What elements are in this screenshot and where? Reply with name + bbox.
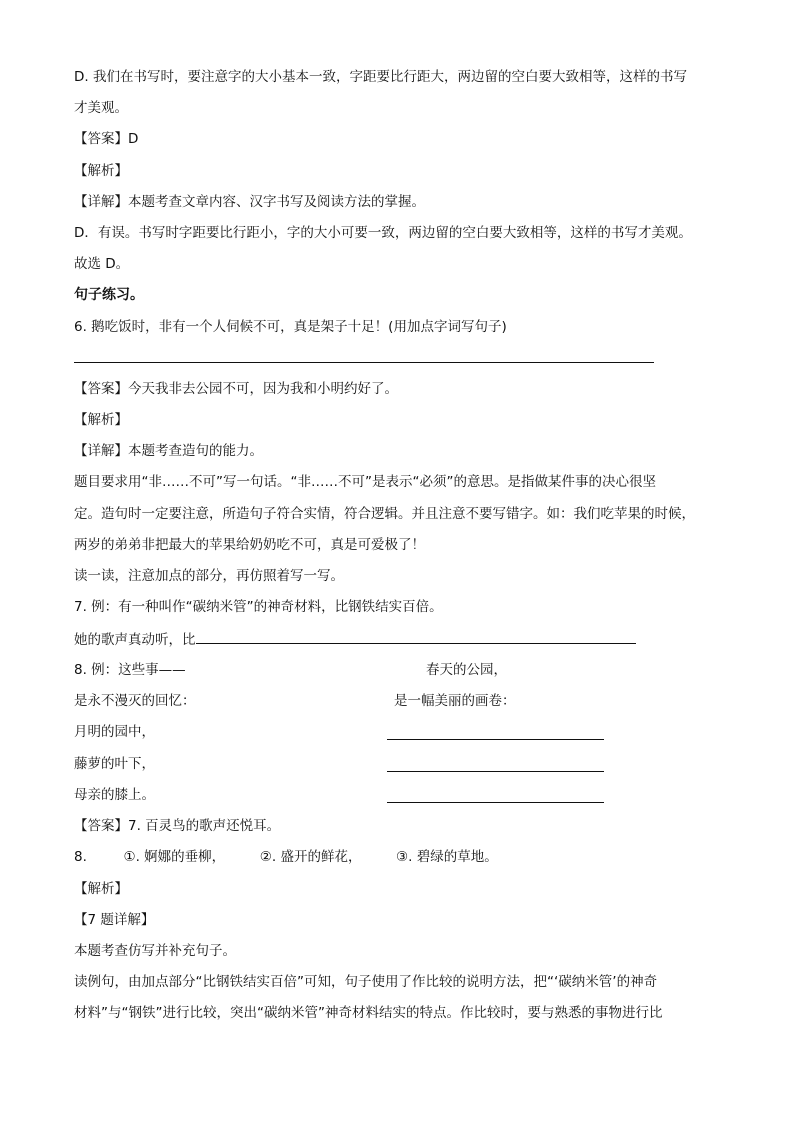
question-8-line: 母亲的膝上。: [74, 787, 155, 803]
detail-text: 读例句，由加点部分“比钢铁结实百倍”可知，句子使用了作比较的说明方法，把“‘碳纳米管’的神奇: [74, 974, 658, 990]
conclusion-text: 故选 D。: [74, 256, 130, 272]
option-d-text-cont: 才美观。: [74, 100, 128, 116]
question-8-line: 月明的园中，: [74, 724, 155, 740]
question-8-right: 是一幅美丽的画卷：: [394, 693, 516, 709]
question-8-line: 藤萝的叶下，: [74, 756, 155, 772]
answer-label: 【答案】D: [74, 131, 139, 147]
answer-item: ②. 盛开的鲜花，: [259, 849, 362, 865]
answer-label: 【答案】今天我非去公园不可，因为我和小明约好了。: [74, 381, 398, 397]
answer-label: 【答案】7. 百灵鸟的歌声还悦耳。: [74, 818, 281, 834]
answer-blank-line: [387, 771, 604, 772]
prompt-text: 她的歌声真动听，比: [74, 632, 196, 648]
instruction-text: 读一读，注意加点的部分，再仿照着写一写。: [74, 568, 344, 584]
detail-text: 材料”与“钢铁”进行比较，突出“碳纳米管”神奇材料结实的特点。作比较时，要与熟悉的事物进行比: [74, 1005, 663, 1021]
detail-text: 【详解】本题考查造句的能力。: [74, 443, 263, 459]
detail-text: 定。造句时一定要注意，所造句子符合实情，符合逻辑。并且注意不要写错字。如：我们吃苹果的时候，: [74, 506, 695, 522]
answer-item: ③. 碧绿的草地。: [396, 849, 498, 865]
question-7: 7. 例：有一种叫作“碳纳米管”的神奇材料，比钢铁结实百倍。: [74, 599, 443, 615]
sub-heading: 【7 题详解】: [74, 912, 155, 928]
answer-blank-line: [196, 630, 636, 644]
detail-text: 本题考查仿写并补充句子。: [74, 943, 236, 959]
detail-text: D．有误。书写时字距要比行距小，字的大小可要一致，两边留的空白要大致相等，这样的书写才美观。: [74, 225, 692, 241]
detail-text: 题目要求用“非……不可”写一句话。“非……不可”是表示“必须”的意思。是指做某件事的决心很坚: [74, 474, 656, 490]
answer-blank-line: [74, 362, 654, 363]
analysis-label: 【解析】: [74, 412, 128, 428]
question-7-prompt: [74, 630, 636, 649]
answer-blank-line: [387, 739, 604, 740]
answer-item: ①. 婀娜的垂柳，: [123, 849, 226, 865]
section-heading: 句子练习。: [74, 287, 144, 303]
answer-number: 8.: [74, 849, 87, 865]
option-d-text: D. 我们在书写时，要注意字的大小基本一致，字距要比行距大，两边留的空白要大致相等，这样的书写: [74, 69, 687, 85]
analysis-label: 【解析】: [74, 163, 128, 179]
detail-text: 【详解】本题考查文章内容、汉字书写及阅读方法的掌握。: [74, 194, 425, 210]
question-6: 6. 鹅吃饭时，非有一个人伺候不可，真是架子十足！(用加点字词写句子): [74, 319, 507, 335]
answer-blank-line: [387, 802, 604, 803]
analysis-label: 【解析】: [74, 881, 128, 897]
question-8-right: 春天的公园，: [426, 662, 507, 678]
question-8: 8. 例：这些事——: [74, 662, 186, 678]
question-8-line: 是永不漫灭的回忆：: [74, 693, 196, 709]
detail-text: 两岁的弟弟非把最大的苹果给奶奶吃不可，真是可爱极了！: [74, 537, 425, 553]
answer-8: [74, 848, 498, 866]
